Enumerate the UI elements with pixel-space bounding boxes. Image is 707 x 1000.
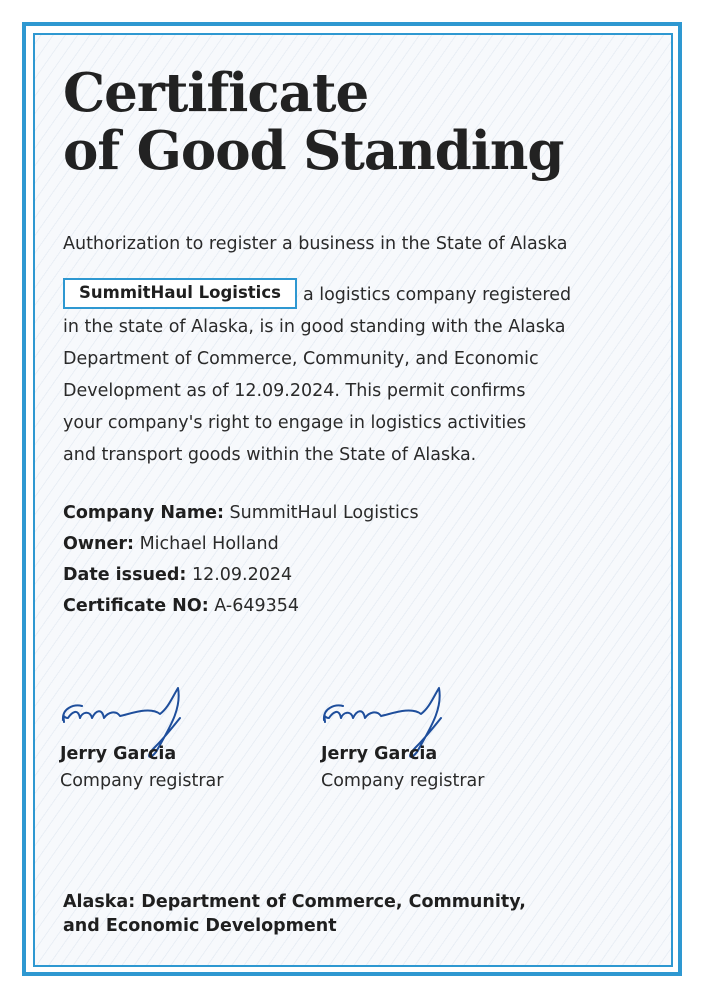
detail-certificate-number (63, 591, 419, 622)
body-line-6: and transport goods within the State of Alaska. (63, 445, 477, 465)
body-line-1 (63, 279, 608, 311)
signature-block-left (60, 680, 280, 791)
signatory-role: Company registrar (321, 771, 485, 791)
company-name-highlight: SummitHaul Logistics (63, 278, 297, 309)
certificate-title (63, 64, 564, 180)
certificate-subtitle: Authorization to register a business in the State of Alaska (63, 234, 568, 254)
detail-label: Date issued: (63, 565, 187, 585)
body-text-segment: a logistics company registered (302, 285, 572, 305)
body-line-3: Department of Commerce, Community, and Economic (63, 349, 539, 369)
authority-line-1: Alaska: Department of Commerce, Community, (63, 892, 526, 912)
detail-owner (63, 529, 419, 560)
certificate-body (63, 279, 608, 471)
signatory-name: Jerry Garcia (60, 744, 177, 764)
body-line-2: in the state of Alaska, is in good standing with the Alaska (63, 317, 566, 337)
detail-date-issued (63, 560, 419, 591)
detail-company-name (63, 498, 419, 529)
body-line-4: Development as of 12.09.2024. This permit confirms (63, 381, 526, 401)
certificate-details (63, 498, 419, 622)
detail-label: Certificate NO: (63, 596, 209, 616)
title-line-1: Certificate (63, 62, 369, 124)
signatory-role: Company registrar (60, 771, 224, 791)
signature-block-right (321, 680, 541, 791)
body-line-5: your company's right to engage in logistics activities (63, 413, 527, 433)
signatory-name: Jerry Garcia (321, 744, 438, 764)
detail-label: Owner: (63, 534, 134, 554)
authority-line-2: and Economic Development (63, 916, 337, 936)
detail-value: A-649354 (214, 596, 300, 616)
issuing-authority (63, 890, 526, 938)
detail-value: 12.09.2024 (191, 565, 293, 585)
detail-value: Michael Holland (139, 534, 279, 554)
detail-value: SummitHaul Logistics (229, 503, 419, 523)
title-line-2: of Good Standing (63, 120, 564, 182)
detail-label: Company Name: (63, 503, 224, 523)
